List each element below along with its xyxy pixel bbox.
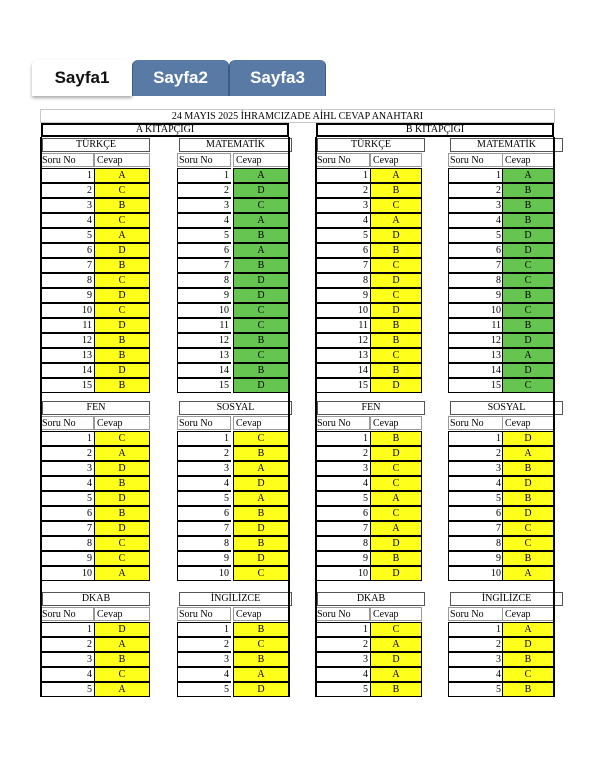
answer-cell: B — [94, 652, 150, 667]
answer-cell: C — [502, 378, 554, 393]
answer-cell: B — [370, 333, 422, 348]
question-number-cell: 5 — [177, 682, 231, 697]
answer-cell: B — [502, 318, 554, 333]
question-number-cell: 11 — [40, 318, 94, 333]
question-number-cell: 3 — [448, 198, 503, 213]
question-number-cell: 4 — [177, 476, 231, 491]
answer-cell: D — [94, 363, 150, 378]
answer-cell: C — [233, 198, 289, 213]
question-number-cell: 7 — [177, 258, 231, 273]
answer-cell: A — [94, 682, 150, 697]
question-number-cell: 8 — [177, 536, 231, 551]
answer-cell: A — [370, 521, 422, 536]
answer-cell: C — [502, 273, 554, 288]
answer-cell: D — [94, 491, 150, 506]
question-number-cell: 15 — [40, 378, 94, 393]
question-number-cell: 8 — [448, 536, 503, 551]
question-number-cell: 1 — [448, 431, 503, 446]
column-header-soru-no: Soru No — [315, 153, 370, 167]
answer-cell: C — [94, 273, 150, 288]
column-header-cevap: Cevap — [502, 416, 554, 430]
question-number-cell: 6 — [177, 506, 231, 521]
subject-header: SOSYAL — [179, 401, 292, 415]
subject-header: MATEMATİK — [450, 138, 563, 152]
answer-cell: B — [233, 333, 289, 348]
subject-header: FEN — [42, 401, 150, 415]
answer-cell: D — [502, 243, 554, 258]
question-number-cell: 4 — [448, 476, 503, 491]
question-number-cell: 1 — [315, 168, 370, 183]
answer-cell: C — [502, 536, 554, 551]
answer-cell: D — [233, 378, 289, 393]
question-number-cell: 11 — [315, 318, 370, 333]
answer-cell: D — [502, 333, 554, 348]
answer-cell: D — [233, 288, 289, 303]
answer-cell: B — [502, 288, 554, 303]
question-number-cell: 9 — [177, 551, 231, 566]
column-header-cevap: Cevap — [94, 607, 150, 621]
subject-header: İNGİLİZCE — [450, 592, 563, 606]
answer-cell: B — [502, 491, 554, 506]
answer-cell: B — [502, 461, 554, 476]
question-number-cell: 12 — [315, 333, 370, 348]
book-frame — [315, 137, 555, 697]
answer-cell: B — [502, 551, 554, 566]
question-number-cell: 14 — [315, 363, 370, 378]
question-number-cell: 7 — [40, 521, 94, 536]
column-header-cevap: Cevap — [502, 607, 554, 621]
answer-cell: A — [502, 622, 554, 637]
question-number-cell: 7 — [177, 521, 231, 536]
question-number-cell: 5 — [448, 491, 503, 506]
question-number-cell: 8 — [40, 536, 94, 551]
question-number-cell: 8 — [177, 273, 231, 288]
answer-cell: A — [94, 637, 150, 652]
answer-cell: D — [94, 318, 150, 333]
question-number-cell: 3 — [315, 198, 370, 213]
question-number-cell: 9 — [448, 288, 503, 303]
answer-cell: A — [94, 446, 150, 461]
question-number-cell: 3 — [177, 461, 231, 476]
question-number-cell: 1 — [40, 168, 94, 183]
answer-cell: B — [502, 682, 554, 697]
question-number-cell: 1 — [315, 622, 370, 637]
answer-cell: A — [94, 228, 150, 243]
answer-cell: A — [502, 566, 554, 581]
answer-cell: C — [94, 431, 150, 446]
question-number-cell: 7 — [448, 521, 503, 536]
question-number-cell: 2 — [177, 446, 231, 461]
answer-cell: C — [370, 198, 422, 213]
question-number-cell: 5 — [40, 228, 94, 243]
column-header-cevap: Cevap — [233, 607, 289, 621]
question-number-cell: 2 — [40, 446, 94, 461]
question-number-cell: 15 — [177, 378, 231, 393]
question-number-cell: 12 — [448, 333, 503, 348]
question-number-cell: 4 — [315, 667, 370, 682]
question-number-cell: 13 — [315, 348, 370, 363]
column-header-cevap: Cevap — [370, 607, 422, 621]
answer-cell: C — [233, 637, 289, 652]
answer-cell: C — [370, 258, 422, 273]
answer-cell: D — [370, 446, 422, 461]
column-header-cevap: Cevap — [233, 416, 289, 430]
question-number-cell: 3 — [40, 461, 94, 476]
answer-cell: A — [94, 168, 150, 183]
question-number-cell: 13 — [40, 348, 94, 363]
answer-cell: A — [502, 168, 554, 183]
answer-cell: C — [94, 536, 150, 551]
question-number-cell: 5 — [315, 682, 370, 697]
answer-cell: D — [94, 622, 150, 637]
answer-cell: D — [233, 682, 289, 697]
answer-cell: D — [233, 273, 289, 288]
question-number-cell: 7 — [40, 258, 94, 273]
question-number-cell: 10 — [40, 303, 94, 318]
question-number-cell: 10 — [315, 303, 370, 318]
question-number-cell: 3 — [177, 198, 231, 213]
question-number-cell: 4 — [40, 476, 94, 491]
answer-cell: B — [502, 213, 554, 228]
answer-cell: B — [233, 363, 289, 378]
question-number-cell: 10 — [315, 566, 370, 581]
answer-cell: D — [94, 461, 150, 476]
column-header-soru-no: Soru No — [315, 416, 370, 430]
answer-cell: B — [94, 378, 150, 393]
book-a-header: A KİTAPÇIĞI — [41, 123, 289, 137]
question-number-cell: 9 — [40, 551, 94, 566]
question-number-cell: 2 — [448, 446, 503, 461]
question-number-cell: 6 — [448, 506, 503, 521]
question-number-cell: 2 — [315, 637, 370, 652]
answer-cell: D — [94, 243, 150, 258]
question-number-cell: 8 — [315, 536, 370, 551]
question-number-cell: 5 — [448, 228, 503, 243]
question-number-cell: 14 — [177, 363, 231, 378]
answer-cell: C — [370, 476, 422, 491]
answer-cell: B — [370, 431, 422, 446]
answer-cell: D — [502, 363, 554, 378]
answer-cell: B — [502, 183, 554, 198]
column-header-cevap: Cevap — [370, 153, 422, 167]
answer-cell: C — [94, 667, 150, 682]
question-number-cell: 1 — [40, 622, 94, 637]
answer-cell: D — [502, 637, 554, 652]
tab-sayfa1[interactable]: Sayfa1 — [32, 60, 132, 96]
answer-cell: A — [370, 637, 422, 652]
question-number-cell: 4 — [315, 213, 370, 228]
question-number-cell: 3 — [448, 652, 503, 667]
answer-cell: D — [233, 183, 289, 198]
question-number-cell: 5 — [40, 682, 94, 697]
answer-cell: B — [233, 228, 289, 243]
question-number-cell: 2 — [315, 183, 370, 198]
tab-sayfa3[interactable]: Sayfa3 — [229, 60, 326, 96]
column-header-cevap: Cevap — [94, 416, 150, 430]
question-number-cell: 3 — [315, 652, 370, 667]
answer-cell: C — [370, 506, 422, 521]
subject-header: SOSYAL — [450, 401, 563, 415]
question-number-cell: 4 — [448, 213, 503, 228]
answer-cell: D — [233, 476, 289, 491]
column-header-soru-no: Soru No — [40, 607, 94, 621]
answer-cell: A — [233, 491, 289, 506]
subject-header: İNGİLİZCE — [179, 592, 292, 606]
question-number-cell: 3 — [40, 198, 94, 213]
column-header-soru-no: Soru No — [448, 153, 503, 167]
column-header-cevap: Cevap — [233, 153, 289, 167]
answer-cell: B — [233, 446, 289, 461]
answer-cell: B — [502, 198, 554, 213]
answer-cell: D — [370, 566, 422, 581]
question-number-cell: 5 — [315, 491, 370, 506]
answer-cell: C — [502, 667, 554, 682]
question-number-cell: 4 — [40, 213, 94, 228]
column-header-cevap: Cevap — [502, 153, 554, 167]
answer-cell: D — [502, 431, 554, 446]
question-number-cell: 15 — [315, 378, 370, 393]
question-number-cell: 6 — [40, 506, 94, 521]
answer-cell: C — [502, 258, 554, 273]
question-number-cell: 11 — [448, 318, 503, 333]
answer-cell: D — [502, 506, 554, 521]
question-number-cell: 12 — [177, 333, 231, 348]
book-b-header: B KİTAPÇIĞI — [316, 123, 554, 137]
answer-cell: B — [233, 652, 289, 667]
question-number-cell: 5 — [177, 491, 231, 506]
tab-sayfa2[interactable]: Sayfa2 — [132, 60, 229, 96]
subject-header: TÜRKÇE — [42, 138, 150, 152]
answer-cell: A — [233, 168, 289, 183]
question-number-cell: 4 — [177, 213, 231, 228]
column-header-soru-no: Soru No — [448, 607, 503, 621]
subject-header: TÜRKÇE — [317, 138, 425, 152]
question-number-cell: 4 — [315, 476, 370, 491]
question-number-cell: 15 — [448, 378, 503, 393]
question-number-cell: 1 — [448, 622, 503, 637]
answer-cell: A — [370, 168, 422, 183]
answer-cell: A — [233, 667, 289, 682]
answer-cell: B — [370, 551, 422, 566]
answer-cell: C — [370, 622, 422, 637]
question-number-cell: 9 — [40, 288, 94, 303]
question-number-cell: 5 — [177, 228, 231, 243]
question-number-cell: 7 — [315, 258, 370, 273]
answer-cell: B — [94, 348, 150, 363]
answer-cell: A — [370, 491, 422, 506]
answer-cell: C — [370, 288, 422, 303]
answer-cell: C — [502, 521, 554, 536]
answer-cell: D — [233, 551, 289, 566]
answer-cell: A — [233, 213, 289, 228]
question-number-cell: 2 — [448, 183, 503, 198]
question-number-cell: 8 — [448, 273, 503, 288]
question-number-cell: 10 — [177, 303, 231, 318]
question-number-cell: 5 — [315, 228, 370, 243]
question-number-cell: 3 — [177, 652, 231, 667]
book-frame — [40, 137, 290, 697]
question-number-cell: 9 — [315, 551, 370, 566]
column-header-soru-no: Soru No — [40, 416, 94, 430]
column-header-cevap: Cevap — [370, 416, 422, 430]
column-header-soru-no: Soru No — [40, 153, 94, 167]
answer-cell: A — [233, 461, 289, 476]
answer-cell: D — [502, 228, 554, 243]
question-number-cell: 8 — [40, 273, 94, 288]
answer-cell: B — [370, 183, 422, 198]
question-number-cell: 1 — [177, 431, 231, 446]
answer-cell: C — [233, 431, 289, 446]
question-number-cell: 6 — [40, 243, 94, 258]
question-number-cell: 6 — [315, 243, 370, 258]
answer-cell: D — [370, 273, 422, 288]
question-number-cell: 11 — [177, 318, 231, 333]
question-number-cell: 10 — [448, 303, 503, 318]
answer-cell: C — [233, 348, 289, 363]
question-number-cell: 10 — [177, 566, 231, 581]
answer-cell: C — [233, 303, 289, 318]
question-number-cell: 1 — [315, 431, 370, 446]
question-number-cell: 14 — [40, 363, 94, 378]
answer-cell: C — [370, 461, 422, 476]
question-number-cell: 9 — [315, 288, 370, 303]
answer-cell: B — [370, 243, 422, 258]
question-number-cell: 6 — [448, 243, 503, 258]
subject-header: FEN — [317, 401, 425, 415]
question-number-cell: 4 — [448, 667, 503, 682]
question-number-cell: 8 — [315, 273, 370, 288]
answer-cell: D — [502, 476, 554, 491]
answer-cell: D — [370, 652, 422, 667]
question-number-cell: 6 — [315, 506, 370, 521]
column-header-cevap: Cevap — [94, 153, 150, 167]
question-number-cell: 3 — [315, 461, 370, 476]
answer-cell: B — [94, 476, 150, 491]
answer-cell: B — [233, 536, 289, 551]
answer-cell: B — [370, 318, 422, 333]
answer-cell: A — [502, 446, 554, 461]
answer-cell: A — [370, 213, 422, 228]
question-number-cell: 2 — [40, 183, 94, 198]
answer-cell: D — [370, 378, 422, 393]
question-number-cell: 2 — [448, 637, 503, 652]
question-number-cell: 2 — [315, 446, 370, 461]
column-header-soru-no: Soru No — [177, 416, 231, 430]
question-number-cell: 12 — [40, 333, 94, 348]
answer-cell: D — [370, 303, 422, 318]
answer-cell: D — [94, 521, 150, 536]
answer-cell: D — [370, 228, 422, 243]
answer-cell: C — [94, 303, 150, 318]
subject-header: DKAB — [317, 592, 425, 606]
answer-cell: A — [233, 243, 289, 258]
answer-cell: A — [370, 667, 422, 682]
question-number-cell: 7 — [315, 521, 370, 536]
question-number-cell: 7 — [448, 258, 503, 273]
question-number-cell: 1 — [40, 431, 94, 446]
answer-cell: B — [94, 198, 150, 213]
column-header-soru-no: Soru No — [177, 153, 231, 167]
answer-cell: D — [94, 288, 150, 303]
answer-cell: C — [94, 183, 150, 198]
question-number-cell: 2 — [177, 183, 231, 198]
answer-cell: C — [94, 213, 150, 228]
question-number-cell: 5 — [448, 682, 503, 697]
question-number-cell: 2 — [177, 637, 231, 652]
question-number-cell: 9 — [177, 288, 231, 303]
question-number-cell: 10 — [448, 566, 503, 581]
question-number-cell: 1 — [177, 168, 231, 183]
question-number-cell: 5 — [40, 491, 94, 506]
answer-cell: B — [94, 258, 150, 273]
answer-cell: B — [233, 506, 289, 521]
answer-cell: B — [233, 622, 289, 637]
column-header-soru-no: Soru No — [448, 416, 503, 430]
answer-cell: A — [94, 566, 150, 581]
answer-cell: C — [370, 348, 422, 363]
subject-header: MATEMATİK — [179, 138, 292, 152]
question-number-cell: 14 — [448, 363, 503, 378]
answer-cell: B — [370, 363, 422, 378]
answer-cell: B — [94, 333, 150, 348]
question-number-cell: 13 — [448, 348, 503, 363]
question-number-cell: 1 — [448, 168, 503, 183]
answer-cell: B — [370, 682, 422, 697]
sheet-title: 24 MAYIS 2025 İHRAMCIZADE AİHL CEVAP ANAHTARI — [40, 109, 555, 123]
answer-cell: C — [233, 566, 289, 581]
question-number-cell: 10 — [40, 566, 94, 581]
question-number-cell: 1 — [177, 622, 231, 637]
column-header-soru-no: Soru No — [315, 607, 370, 621]
answer-cell: A — [502, 348, 554, 363]
answer-cell: C — [502, 303, 554, 318]
subject-header: DKAB — [42, 592, 150, 606]
question-number-cell: 6 — [177, 243, 231, 258]
column-header-soru-no: Soru No — [177, 607, 231, 621]
answer-cell: B — [233, 258, 289, 273]
question-number-cell: 3 — [40, 652, 94, 667]
answer-cell: C — [233, 318, 289, 333]
question-number-cell: 13 — [177, 348, 231, 363]
answer-cell: D — [370, 536, 422, 551]
question-number-cell: 4 — [177, 667, 231, 682]
question-number-cell: 4 — [40, 667, 94, 682]
answer-cell: B — [94, 506, 150, 521]
question-number-cell: 9 — [448, 551, 503, 566]
question-number-cell: 2 — [40, 637, 94, 652]
answer-cell: B — [502, 652, 554, 667]
question-number-cell: 3 — [448, 461, 503, 476]
answer-cell: C — [94, 551, 150, 566]
answer-cell: D — [233, 521, 289, 536]
